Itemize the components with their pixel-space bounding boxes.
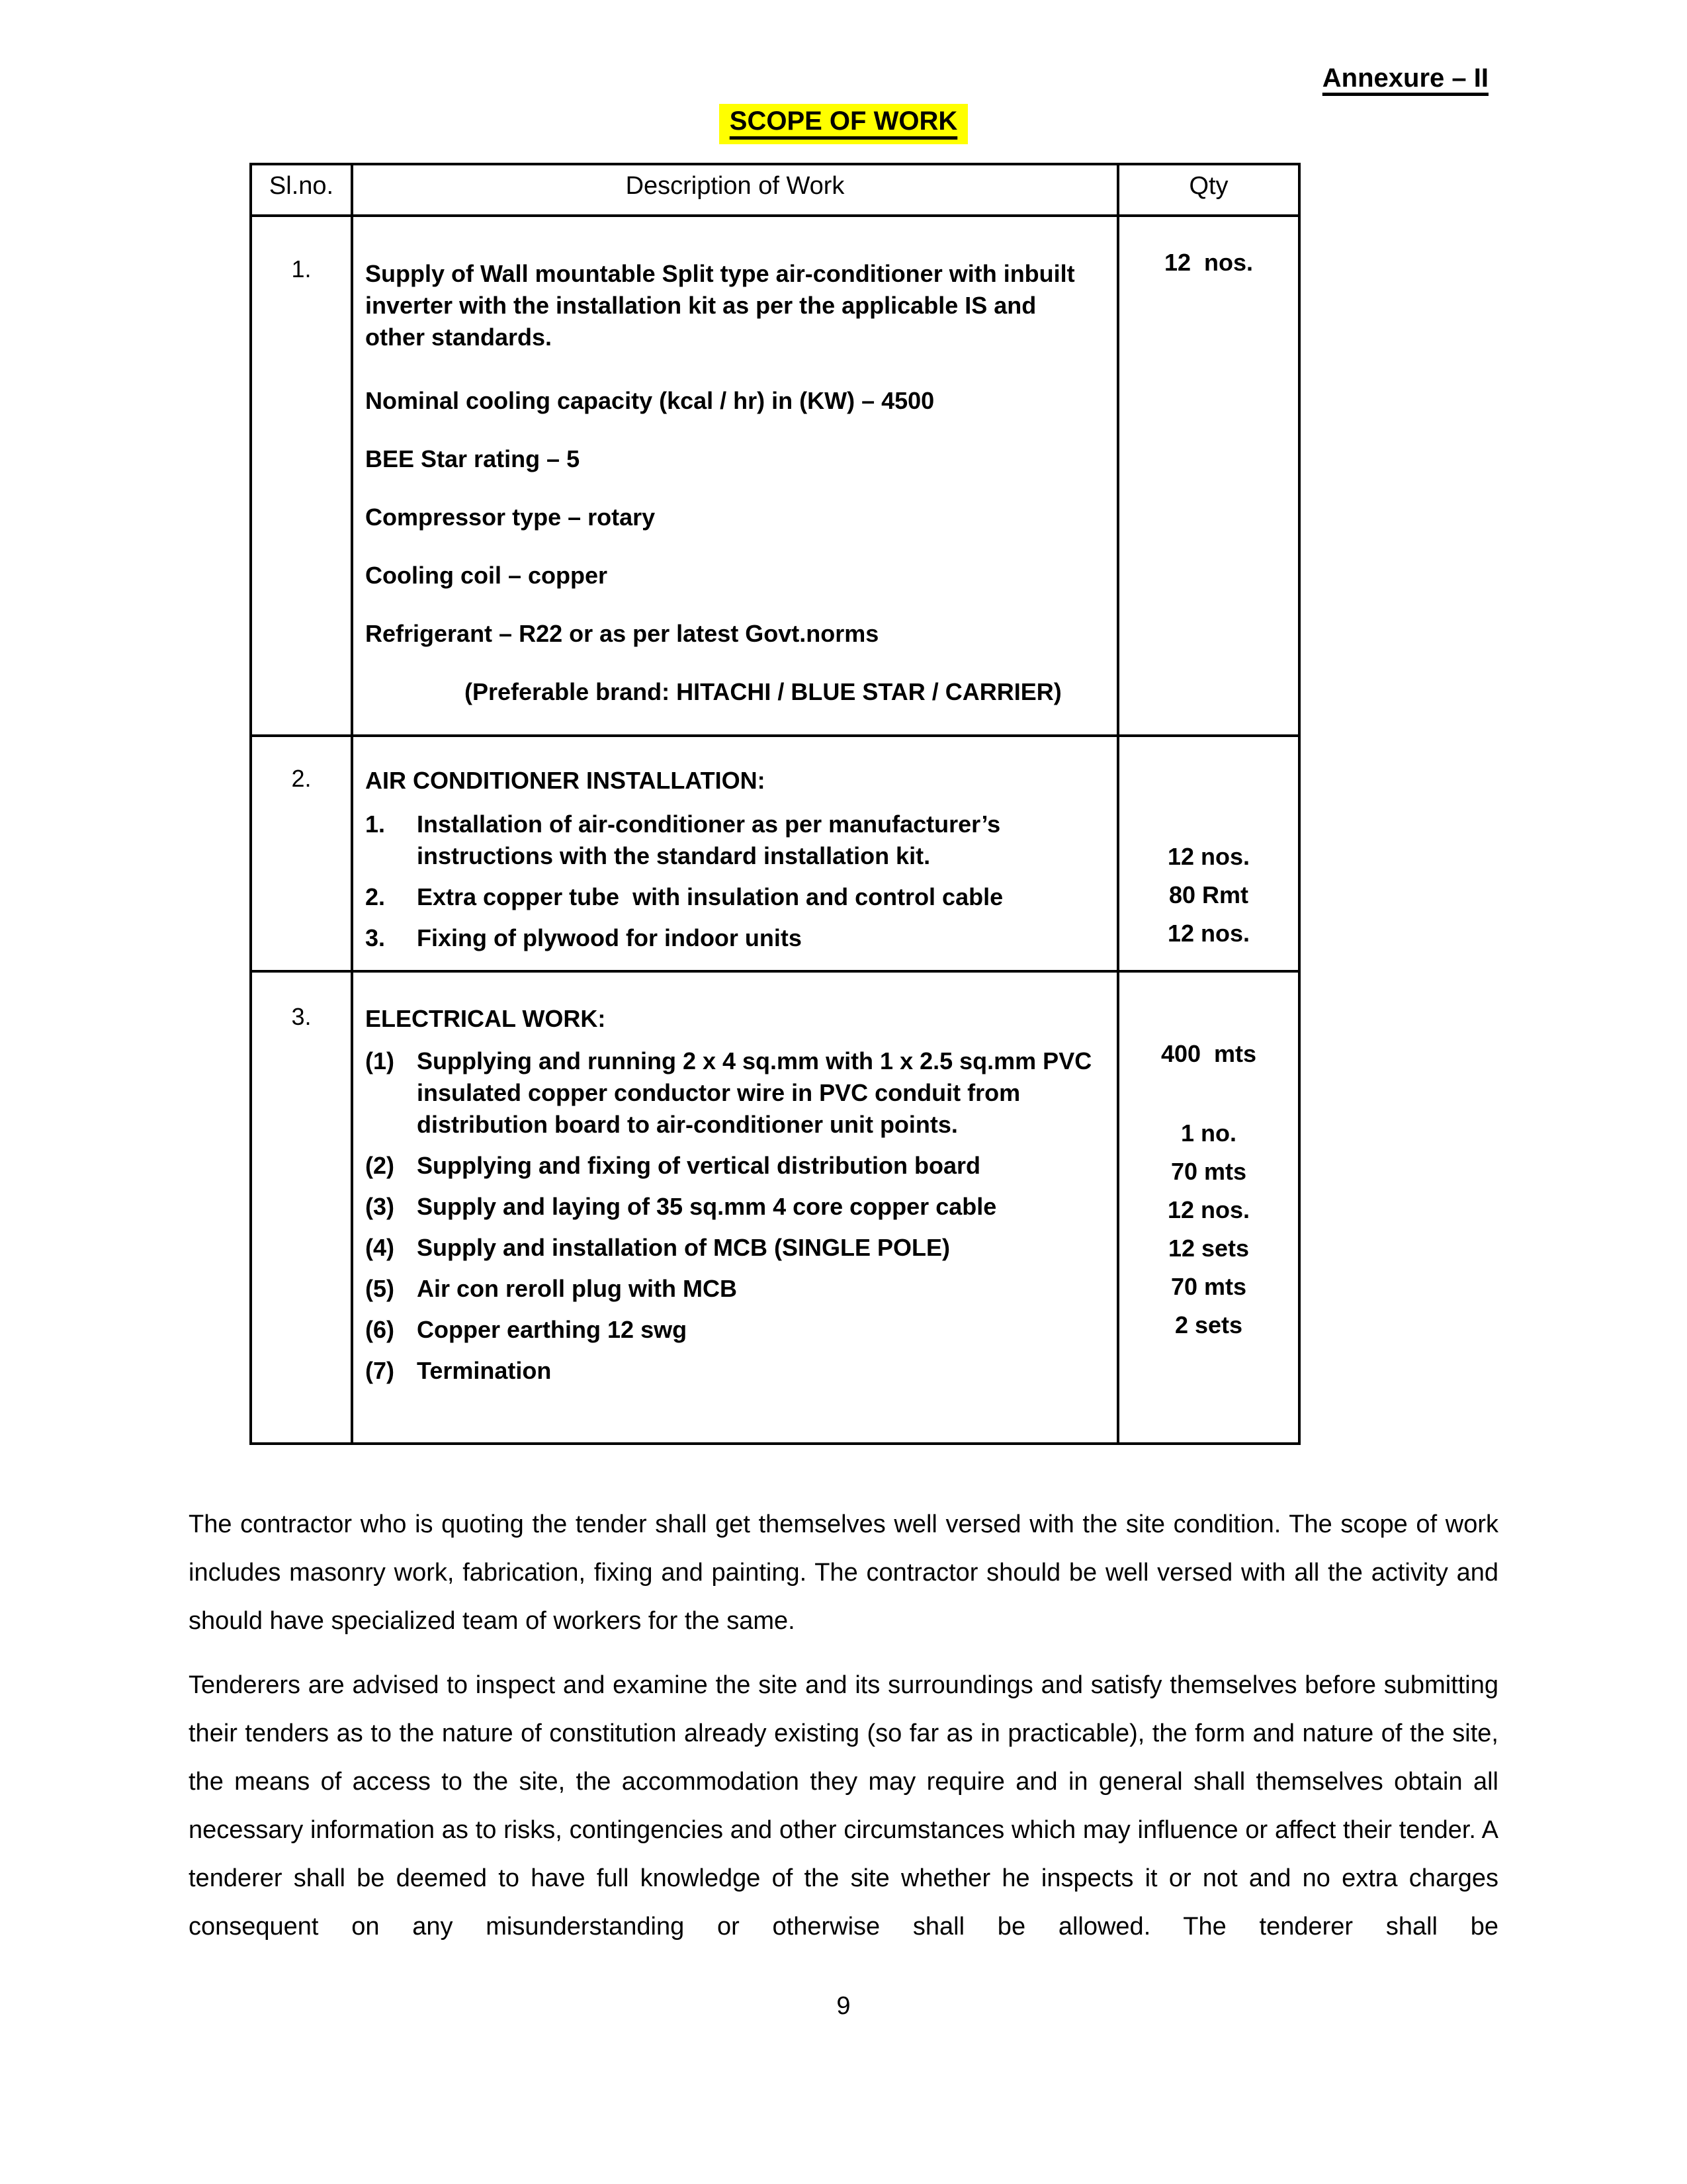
annexure-row xyxy=(0,0,1687,93)
list-item xyxy=(365,1273,1102,1305)
qty-cell xyxy=(1118,216,1299,736)
list-item xyxy=(365,1045,1102,1141)
list-marker: (5) xyxy=(365,1275,394,1302)
list-marker: 2. xyxy=(365,883,386,910)
qty-cell xyxy=(1118,736,1299,971)
list-text: Installation of air-conditioner as per manufacturer’s instructions with the standard installation kit. xyxy=(417,810,1008,869)
col-header-slno: Sl.no. xyxy=(251,164,352,216)
qty-value: 12 nos. xyxy=(1167,1196,1250,1223)
annexure-label: Annexure – II xyxy=(1322,64,1489,93)
description-paragraph: Compressor type – rotary xyxy=(365,503,656,531)
qty-cell xyxy=(1118,971,1299,1444)
qty-value: 12 nos. xyxy=(1167,920,1250,947)
list-item xyxy=(365,1355,1102,1387)
col-header-qty: Qty xyxy=(1118,164,1299,216)
list-marker: (2) xyxy=(365,1152,394,1179)
work-heading: ELECTRICAL WORK: xyxy=(365,1005,606,1032)
title-row xyxy=(0,104,1687,144)
qty-value: 12 sets xyxy=(1168,1235,1250,1262)
list-text: Fixing of plywood for indoor units xyxy=(417,924,802,951)
col-header-description: Description of Work xyxy=(352,164,1118,216)
description-paragraph: Cooling coil – copper xyxy=(365,562,608,589)
paragraph: The contractor who is quoting the tender shall get themselves well versed with the site condition. The scope of work includes masonry work, fabrication, fixing and painting. The contractor should be well versed with all the activity and should have specialized team of workers for the same. xyxy=(189,1510,1498,1635)
qty-value: 12 nos. xyxy=(1164,249,1254,276)
list-marker: (6) xyxy=(365,1316,394,1343)
list-text: Copper earthing 12 swg xyxy=(417,1316,687,1343)
table-row xyxy=(251,216,1299,736)
qty-value: 400 mts xyxy=(1160,1040,1257,1067)
list-marker: (1) xyxy=(365,1047,394,1074)
list-marker: 3. xyxy=(365,924,386,951)
qty-value: 70 mts xyxy=(1170,1273,1247,1300)
list-text: Extra copper tube with insulation and control cable xyxy=(417,883,1004,910)
list-item xyxy=(365,881,1102,913)
list-text: Air con reroll plug with MCB xyxy=(417,1275,737,1302)
table-header-row xyxy=(251,164,1299,216)
list-item xyxy=(365,1232,1102,1264)
table-row xyxy=(251,736,1299,971)
scope-of-work-table xyxy=(249,163,1301,1445)
description-paragraph: Supply of Wall mountable Split type air-conditioner with inbuilt inverter with the installation kit as per the applicable IS and other standards. xyxy=(365,260,1075,351)
brand-note: (Preferable brand: HITACHI / BLUE STAR / CARRIER) xyxy=(464,678,1062,705)
page-title: SCOPE OF WORK xyxy=(719,104,968,144)
qty-value: 2 sets xyxy=(1174,1311,1243,1338)
list-marker: (4) xyxy=(365,1234,394,1261)
description-cell xyxy=(352,971,1118,1444)
paragraph: Tenderers are advised to inspect and examine the site and its surroundings and satisfy themselves before submitting their tenders as to the nature of constitution already existing (so far as in practicable), the form and nature of the site, the means of access to the site, the accommodation they may require and in general shall themselves obtain all necessary information as to risks, contingencies and other circumstances which may influence or affect their tender. A tenderer shall be deemed to have full knowledge of the site whether he inspects it or not and no extra charges consequent on any misunderstanding or otherwise shall be allowed. The tenderer shall be xyxy=(189,1671,1498,1941)
list-marker: (7) xyxy=(365,1357,394,1384)
description-paragraph: Nominal cooling capacity (kcal / hr) in (KW) – 4500 xyxy=(365,387,935,414)
list-item xyxy=(365,1314,1102,1346)
body-text xyxy=(189,1501,1498,1951)
list-text: Supplying and running 2 x 4 sq.mm with 1 x 2.5 sq.mm PVC insulated copper conductor wire in PVC conduit from distribution board to air-conditioner unit points. xyxy=(417,1047,1099,1138)
sl-number: 3. xyxy=(251,971,352,1444)
sl-number: 2. xyxy=(251,736,352,971)
qty-value: 12 nos. xyxy=(1167,843,1250,870)
work-heading: AIR CONDITIONER INSTALLATION: xyxy=(365,767,765,794)
list-text: Termination xyxy=(417,1357,552,1384)
qty-value: 1 no. xyxy=(1180,1119,1236,1147)
description-cell xyxy=(352,736,1118,971)
list-text: Supply and laying of 35 sq.mm 4 core copper cable xyxy=(417,1193,997,1220)
qty-value: 70 mts xyxy=(1170,1158,1247,1185)
sl-number: 1. xyxy=(251,216,352,736)
list-item xyxy=(365,922,1102,954)
list-text: Supply and installation of MCB (SINGLE POLE) xyxy=(417,1234,951,1261)
list-item xyxy=(365,1191,1102,1223)
list-item xyxy=(365,808,1102,872)
list-marker: (3) xyxy=(365,1193,394,1220)
description-paragraph: Refrigerant – R22 or as per latest Govt.norms xyxy=(365,620,879,647)
qty-value: 80 Rmt xyxy=(1168,881,1249,908)
page-number: 9 xyxy=(836,1992,851,2020)
description-cell xyxy=(352,216,1118,736)
list-item xyxy=(365,1150,1102,1182)
table-row xyxy=(251,971,1299,1444)
description-paragraph: BEE Star rating – 5 xyxy=(365,445,580,472)
list-marker: 1. xyxy=(365,810,386,838)
list-text: Supplying and fixing of vertical distribution board xyxy=(417,1152,981,1179)
